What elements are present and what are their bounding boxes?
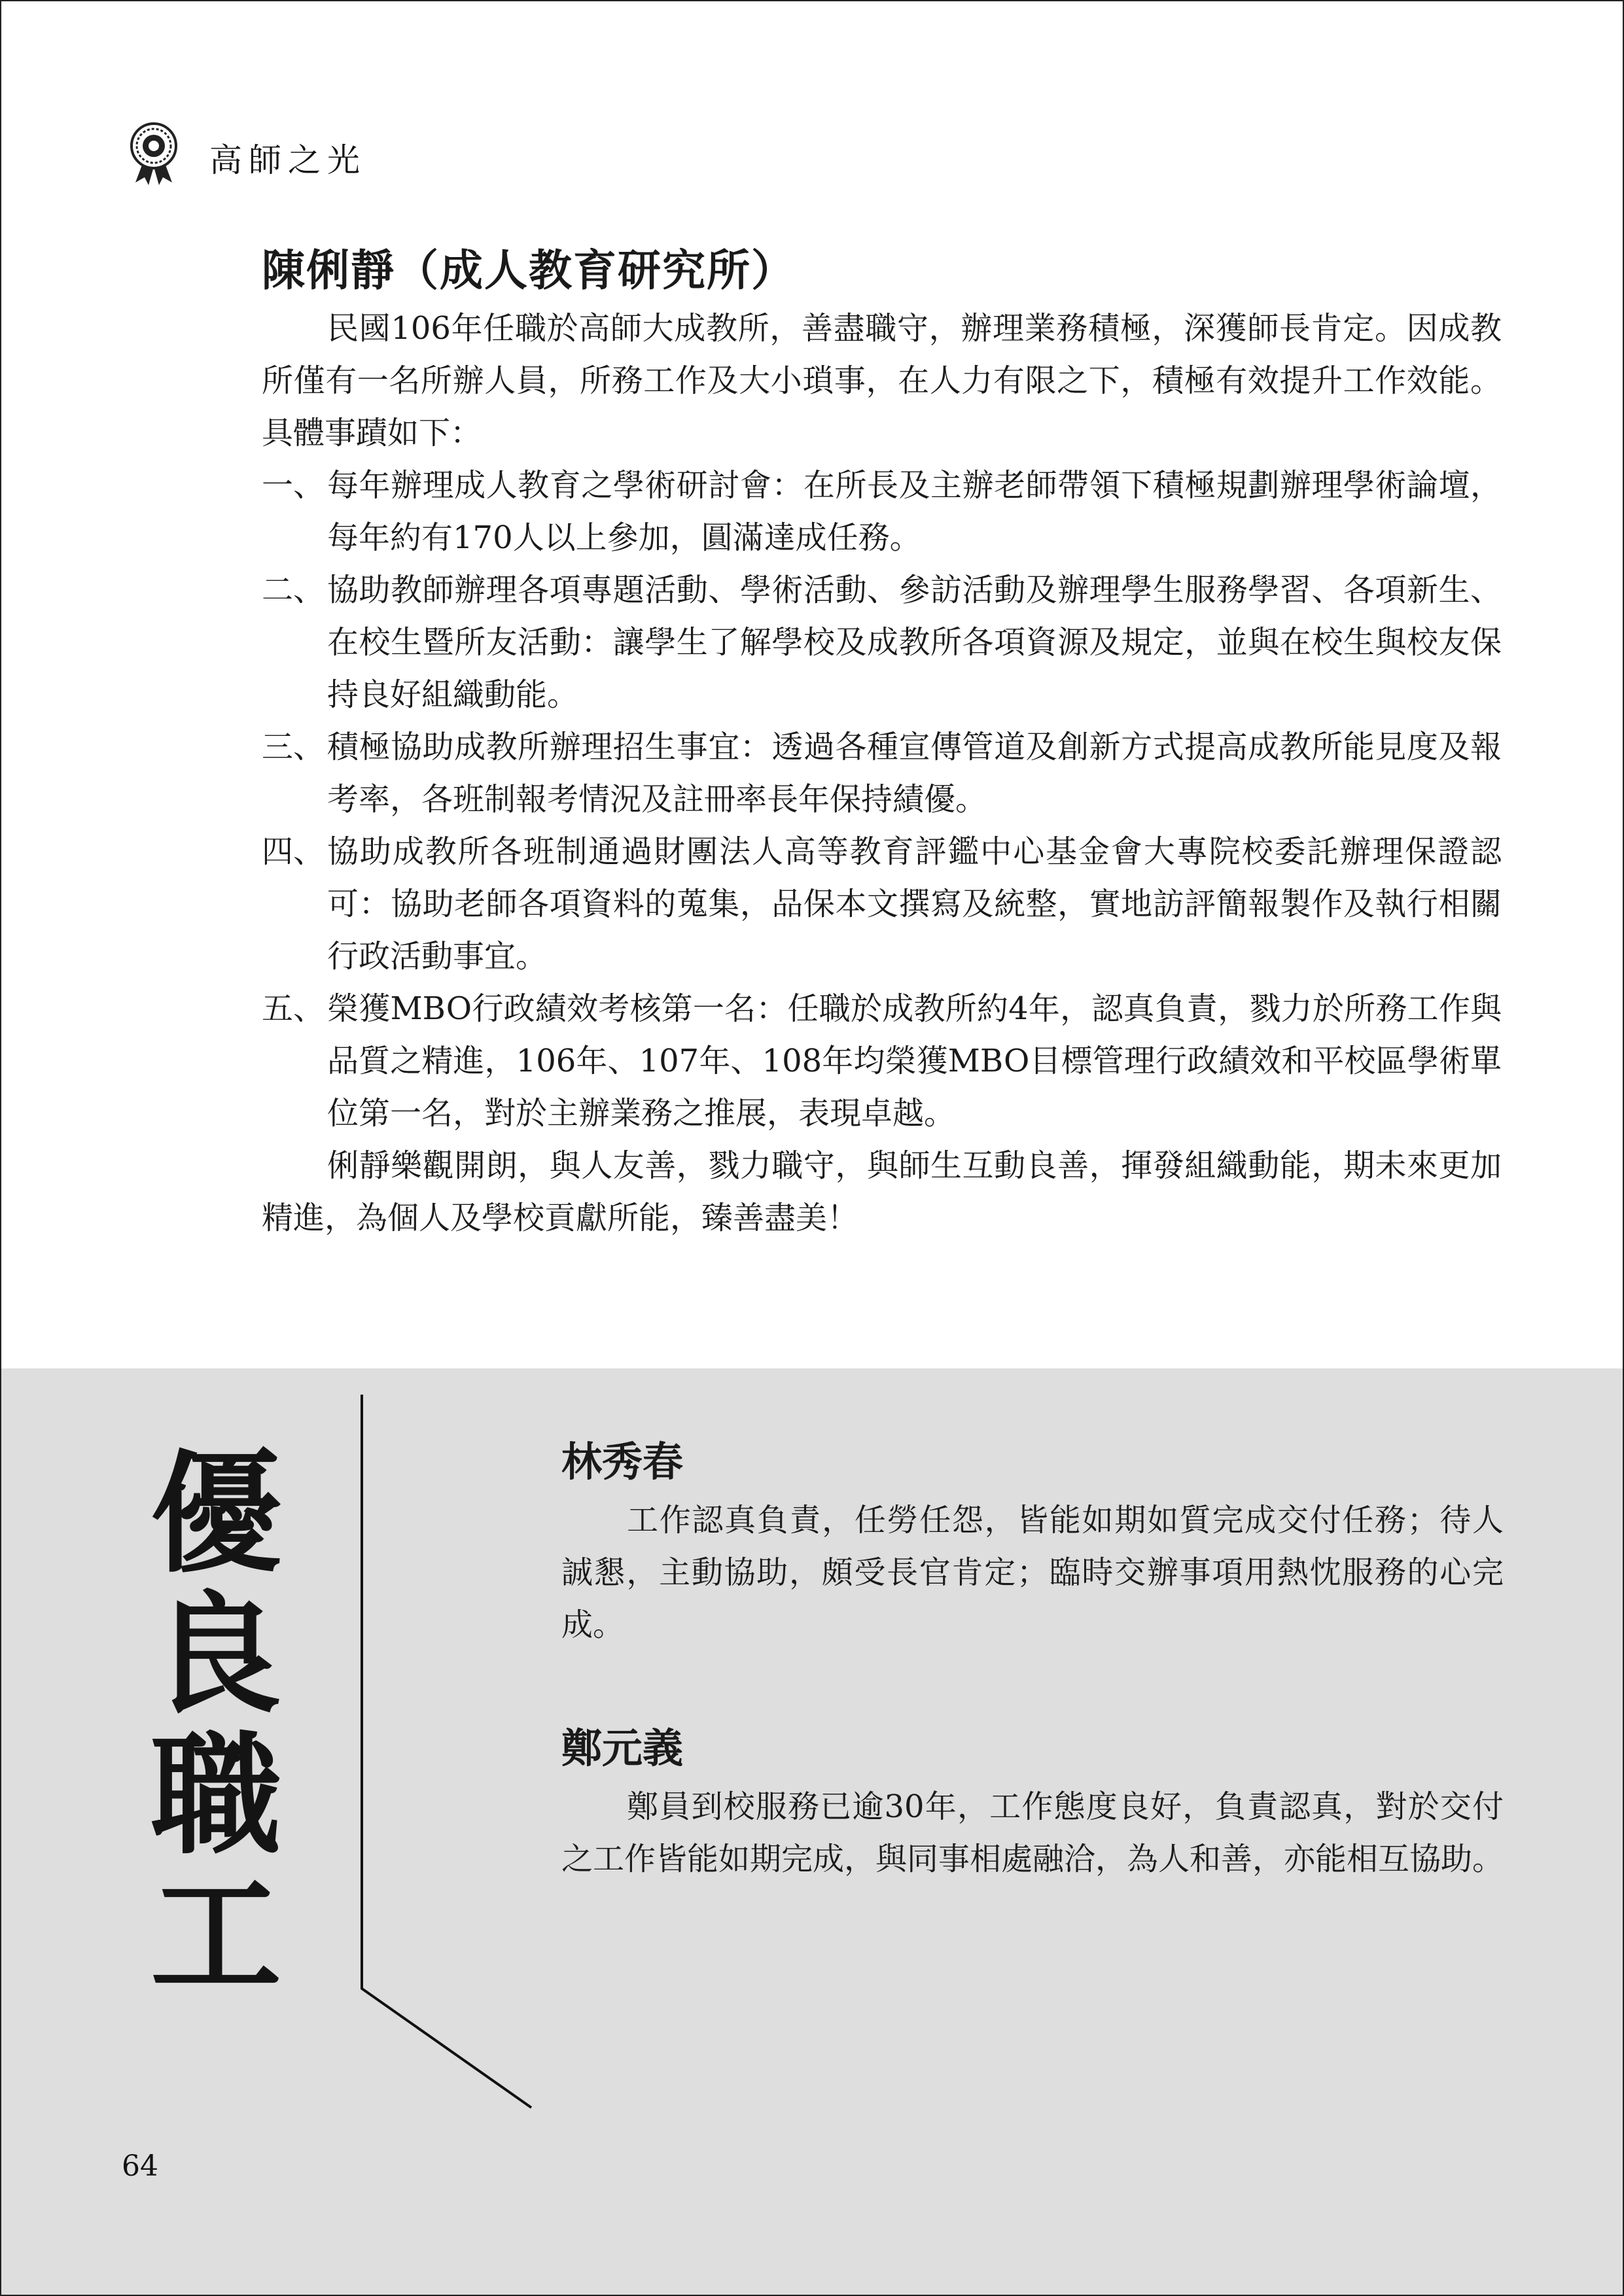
header-title: 高師之光 bbox=[209, 141, 366, 179]
list-item-number: 二、 bbox=[262, 572, 325, 608]
staff-entry bbox=[561, 1433, 1504, 1651]
page-number: 64 bbox=[122, 2149, 158, 2183]
list-item-text: 協助教師辦理各項專題活動、學術活動、參訪活動及辦理學生服務學習、各項新生、在校生暨所友活動：讓學生了解學校及成教所各項資源及規定，並與在校生與校友保持良好組織動能。 bbox=[327, 572, 1502, 713]
list-item bbox=[262, 721, 1502, 826]
article-closing: 俐靜樂觀開朗，與人友善，戮力職守，與師生互動良善，揮發組織動能，期未來更加精進，為個人及學校貢獻所能，臻善盡美！ bbox=[262, 1147, 1502, 1236]
staff-description: 鄭員到校服務已逾30年，工作態度良好，負責認真，對於交付之工作皆能如期完成，與同事相處融洽，為人和善，亦能相互協助。 bbox=[561, 1788, 1504, 1877]
staff-name: 鄭元義 bbox=[561, 1724, 684, 1772]
achievement-list bbox=[262, 459, 1502, 1139]
list-item-number: 三、 bbox=[262, 729, 325, 765]
staff-name: 林秀春 bbox=[561, 1438, 684, 1486]
award-medal-icon bbox=[128, 121, 180, 186]
vertical-title-char: 優 bbox=[150, 1437, 281, 1591]
staff-entry bbox=[561, 1719, 1504, 1885]
vertical-title-char: 良 bbox=[150, 1578, 281, 1731]
article-intro: 民國106年任職於高師大成教所，善盡職守，辦理業務積極，深獲師長肯定。因成教所僅有一名所辦人員，所務工作及大小瑣事，在人力有限之下，積極有效提升工作效能。具體事蹟如下： bbox=[262, 310, 1502, 451]
article-title: 陳俐靜（成人教育研究所） bbox=[262, 245, 796, 296]
list-item-number: 五、 bbox=[262, 990, 325, 1027]
list-item-text: 榮獲MBO行政績效考核第一名：任職於成教所約4年，認真負責，戮力於所務工作與品質之精進，106年、107年、108年均榮獲MBO目標管理行政績效和平校區學術單位第一名，對於主辦業務之推展，表現卓越。 bbox=[327, 990, 1502, 1132]
list-item bbox=[262, 564, 1502, 721]
section-vertical-title bbox=[147, 1437, 285, 2013]
list-item-text: 積極協助成教所辦理招生事宜：透過各種宣傳管道及創新方式提高成教所能見度及報考率，各班制報考情況及註冊率長年保持績優。 bbox=[327, 729, 1502, 818]
vertical-title-char: 工 bbox=[150, 1859, 281, 2013]
list-item-text: 每年辦理成人教育之學術研討會：在所長及主辦老師帶領下積極規劃辦理學術論壇，每年約有170人以上參加，圓滿達成任務。 bbox=[327, 467, 1502, 556]
list-item bbox=[262, 826, 1502, 983]
list-item-text: 協助成教所各班制通過財團法人高等教育評鑑中心基金會大專院校委託辦理保證認可：協助老師各項資料的蒐集，品保本文撰寫及統整，實地訪評簡報製作及執行相關行政活動事宜。 bbox=[327, 833, 1502, 975]
main-article bbox=[262, 241, 1502, 1244]
list-item bbox=[262, 459, 1502, 564]
list-item-number: 四、 bbox=[262, 833, 325, 870]
list-item-number: 一、 bbox=[262, 467, 325, 504]
staff-description: 工作認真負責，任勞任怨，皆能如期如質完成交付任務；待人誠懇，主動協助，頗受長官肯定；臨時交辦事項用熱忱服務的心完成。 bbox=[561, 1502, 1504, 1643]
list-item bbox=[262, 983, 1502, 1139]
vertical-title-char: 職 bbox=[150, 1718, 281, 1872]
